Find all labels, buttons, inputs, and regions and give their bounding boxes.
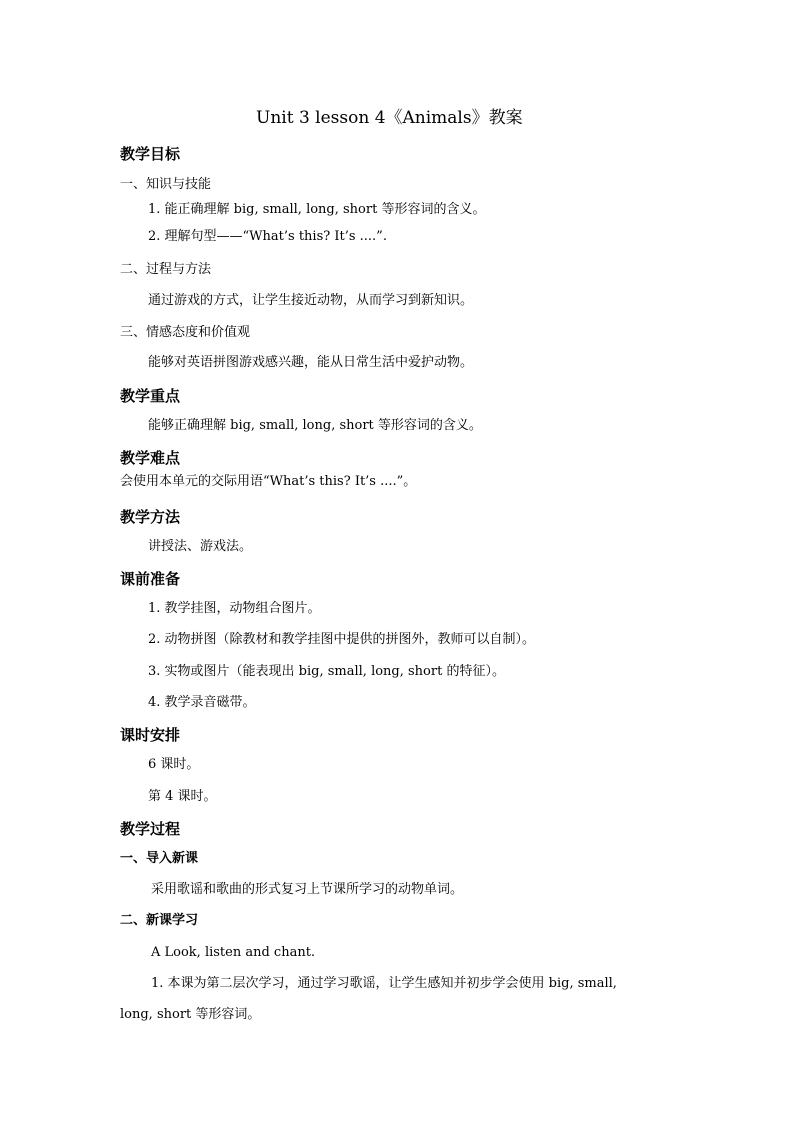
preparation-item: 2. 动物拼图（除教材和教学挂图中提供的拼图外，教师可以自制）。 [148,632,536,647]
heading-procedure: 教学过程 [120,820,181,838]
heading-key-points: 教学重点 [120,387,181,405]
difficulties-text: 会使用本单元的交际用语“What’s this? It’s ....”。 [120,474,417,489]
document-title: Unit 3 lesson 4《Animals》教案 [256,108,523,128]
subheading-knowledge-skills: 一、知识与技能 [120,177,212,192]
step-text-line-1: 1. 本课为第二层次学习，通过学习歌谣，让学生感知并初步学会使用 big, small, [151,976,617,991]
knowledge-item: 1. 能正确理解 big, small, long, short 等形容词的含义。 [148,202,486,217]
schedule-item: 6 课时。 [148,757,200,772]
heading-difficulties: 教学难点 [120,449,181,467]
step-text-line-2: long, short 等形容词。 [120,1007,261,1022]
methods-text: 讲授法、游戏法。 [148,539,253,554]
heading-schedule: 课时安排 [120,726,181,744]
preparation-item: 3. 实物或图片（能表现出 big, small, long, short 的特征）。 [148,664,505,679]
preparation-item: 1. 教学挂图，动物组合图片。 [148,601,321,616]
activity-label: A Look, listen and chant. [151,945,316,960]
schedule-item: 第 4 课时。 [148,789,217,804]
subheading-new-lesson: 二、新课学习 [120,913,199,928]
preparation-item: 4. 教学录音磁带。 [148,695,256,710]
subheading-process-method: 二、过程与方法 [120,262,212,277]
heading-preparation: 课前准备 [120,570,181,588]
process-text: 通过游戏的方式，让学生接近动物，从而学习到新知识。 [148,293,474,308]
heading-teaching-goals: 教学目标 [120,145,181,163]
introduction-text: 采用歌谣和歌曲的形式复习上节课所学习的动物单词。 [151,882,464,897]
attitude-text: 能够对英语拼图游戏感兴趣，能从日常生活中爱护动物。 [148,355,474,370]
subheading-attitude-values: 三、情感态度和价值观 [120,325,251,340]
knowledge-item: 2. 理解句型——“What’s this? It’s ....”. [148,229,387,244]
heading-methods: 教学方法 [120,508,181,526]
key-points-text: 能够正确理解 big, small, long, short 等形容词的含义。 [148,418,482,433]
subheading-introduction: 一、导入新课 [120,851,199,866]
